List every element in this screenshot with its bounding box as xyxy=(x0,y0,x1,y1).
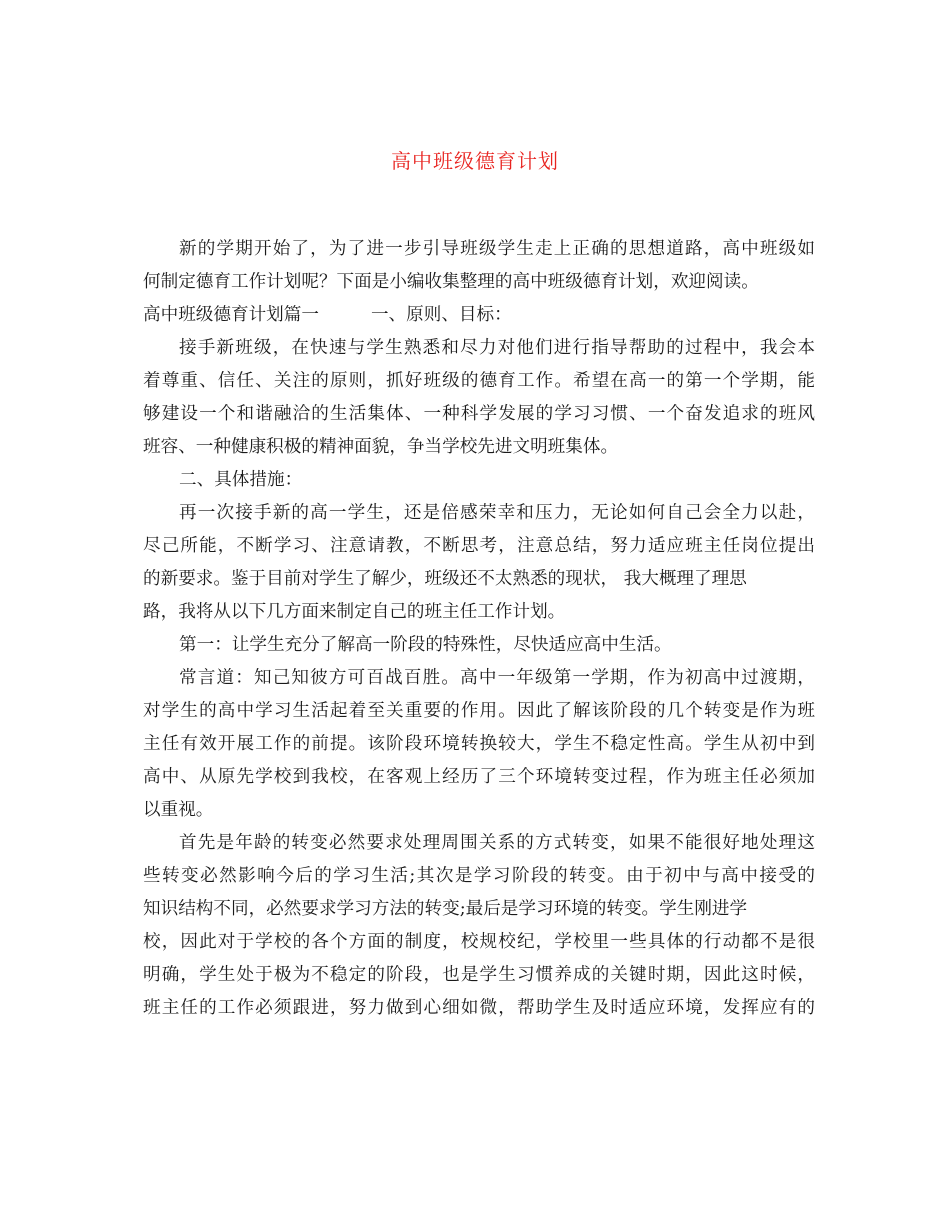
text-line: 知识结构不同，必然要求学习方法的转变;最后是学习环境的转变。学生刚进学 xyxy=(143,899,748,919)
text-line xyxy=(143,299,815,332)
text-line: 班主任的工作必须跟进，努力做到心细如微，帮助学生及时适应环境，发挥应有的 xyxy=(143,998,815,1018)
text-line: 再一次接手新的高一学生，还是倍感荣幸和压力，无论如何自己会全力以赴， xyxy=(179,503,815,523)
text-line: 首先是年龄的转变必然要求处理周围关系的方式转变，如果不能很好地处理这 xyxy=(179,833,815,853)
text-line: 的新要求。鉴于目前对学生了解少，班级还不太熟悉的现状， 我大概理了理思 xyxy=(143,569,747,589)
text-line: 着尊重、信任、关注的原则，抓好班级的德育工作。希望在高一的第一个学期，能 xyxy=(143,371,815,391)
text-line: 高中、从原先学校到我校，在客观上经历了三个环境转变过程，作为班主任必须加 xyxy=(143,767,815,787)
text-line: 二、具体措施： xyxy=(179,470,303,490)
document-body xyxy=(143,233,815,1025)
text-line: 新的学期开始了，为了进一步引导班级学生走上正确的思想道路，高中班级如 xyxy=(179,239,815,259)
text-line: 对学生的高中学习生活起着至关重要的作用。因此了解该阶段的几个转变是作为班 xyxy=(143,701,815,721)
text-line: 够建设一个和谐融洽的生活集体、一种科学发展的学习习惯、一个奋发追求的班风 xyxy=(143,404,815,424)
document-title: 高中班级德育计划 xyxy=(391,149,559,173)
text-line: 尽己所能，不断学习、注意请教，不断思考，注意总结，努力适应班主任岗位提出 xyxy=(143,536,815,556)
text-line: 班容、一种健康积极的精神面貌，争当学校先进文明班集体。 xyxy=(143,437,619,457)
text-line: 明确，学生处于极为不稳定的阶段，也是学生习惯养成的关键时期，因此这时候， xyxy=(143,965,815,985)
text-line: 校，因此对于学校的各个方面的制度，校规校纪，学校里一些具体的行动都不是很 xyxy=(143,932,815,952)
text-line: 何制定德育工作计划呢？下面是小编收集整理的高中班级德育计划，欢迎阅读。 xyxy=(143,272,759,292)
text-line: 以重视。 xyxy=(143,800,214,820)
text-line: 常言道：知己知彼方可百战百胜。高中一年级第一学期，作为初高中过渡期， xyxy=(179,668,815,688)
subsection-heading: 一、原则、目标： xyxy=(370,305,512,325)
text-line: 第一：让学生充分了解高一阶段的特殊性，尽快适应高中生活。 xyxy=(179,635,672,655)
text-line: 主任有效开展工作的前提。该阶段环境转换较大，学生不稳定性高。学生从初中到 xyxy=(143,734,815,754)
section-heading: 高中班级德育计划篇一 xyxy=(143,305,319,325)
text-line: 接手新班级，在快速与学生熟悉和尽力对他们进行指导帮助的过程中，我会本 xyxy=(179,338,815,358)
text-line: 路，我将从以下几方面来制定自己的班主任工作计划。 xyxy=(143,602,566,622)
text-line: 些转变必然影响今后的学习生活;其次是学习阶段的转变。由于初中与高中接受的 xyxy=(143,866,815,886)
